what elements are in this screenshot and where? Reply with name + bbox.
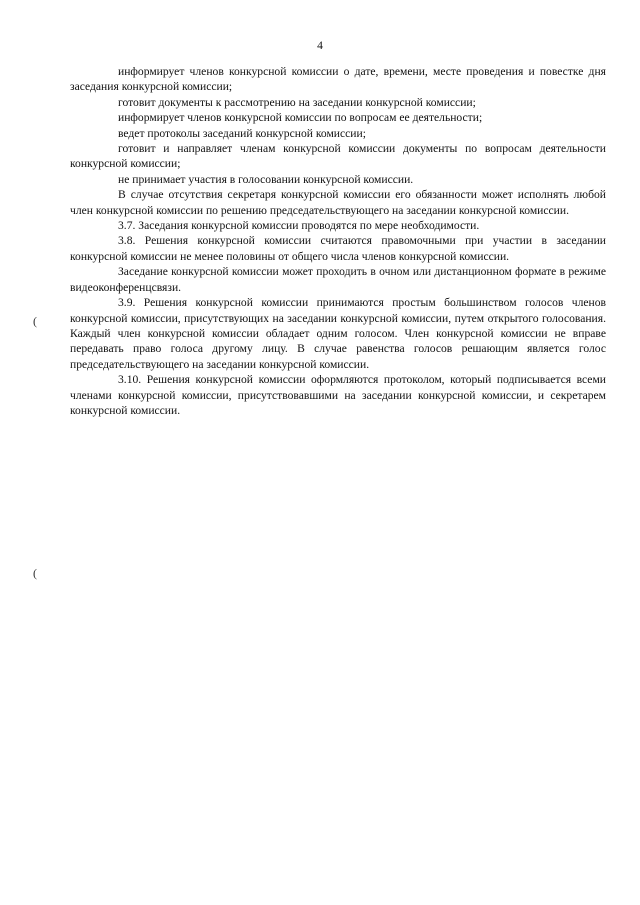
- margin-mark: (: [33, 566, 37, 580]
- margin-mark: (: [33, 314, 37, 328]
- paragraph-no-voting: не принимает участия в голосовании конкурсной комиссии.: [118, 172, 414, 186]
- page-number: 4: [317, 39, 323, 52]
- paragraph-send-documents: готовит и направляет членам конкурсной комиссии документы по вопросам деятельности конкурсной комиссии;: [70, 142, 606, 171]
- paragraph-keep-minutes: ведет протоколы заседаний конкурсной комиссии;: [118, 126, 366, 140]
- paragraph-inform-meeting: информирует членов конкурсной комиссии о дате, времени, месте проведения и повестке дня заседания конкурсной комиссии;: [70, 65, 606, 94]
- paragraph-clause-3-10: 3.10. Решения конкурсной комиссии оформляются протоколом, который подписывается всеми членами конкурсной комиссии, присутствовавшими на заседании конкурсной комиссии, и секретарем конкурсной комиссии.: [70, 373, 606, 417]
- paragraph-clause-3-8: 3.8. Решения конкурсной комиссии считаются правомочными при участии в заседании конкурсной комиссии не менее половины от общего числа членов конкурсной комиссии.: [70, 234, 606, 263]
- paragraph-clause-3-7: 3.7. Заседания конкурсной комиссии проводятся по мере необходимости.: [118, 219, 480, 233]
- document-body: [70, 64, 606, 418]
- paragraph-inform-activity: информирует членов конкурсной комиссии по вопросам ее деятельности;: [118, 111, 483, 125]
- paragraph-meeting-format: Заседание конкурсной комиссии может проходить в очном или дистанционном формате в режиме видеоконференцсвязи.: [70, 265, 606, 294]
- paragraph-secretary-absence: В случае отсутствия секретаря конкурсной комиссии его обязанности может исполнять любой член конкурсной комиссии по решению председательствующего на заседании конкурсной комиссии.: [70, 188, 606, 217]
- paragraph-prepare-documents: готовит документы к рассмотрению на заседании конкурсной комиссии;: [118, 95, 476, 109]
- paragraph-clause-3-9: 3.9. Решения конкурсной комиссии принимаются простым большинством голосов членов конкурсной комиссии, присутствующих на заседании конкурсной комиссии, путем открытого голосования. Каждый член конкурсной комиссии обладает одним голосом. Член конкурсной комиссии не вправе передавать право голоса другому лицу. В случае равенства голосов решающим является голос председательствующего на заседании конкурсной комиссии.: [70, 296, 606, 371]
